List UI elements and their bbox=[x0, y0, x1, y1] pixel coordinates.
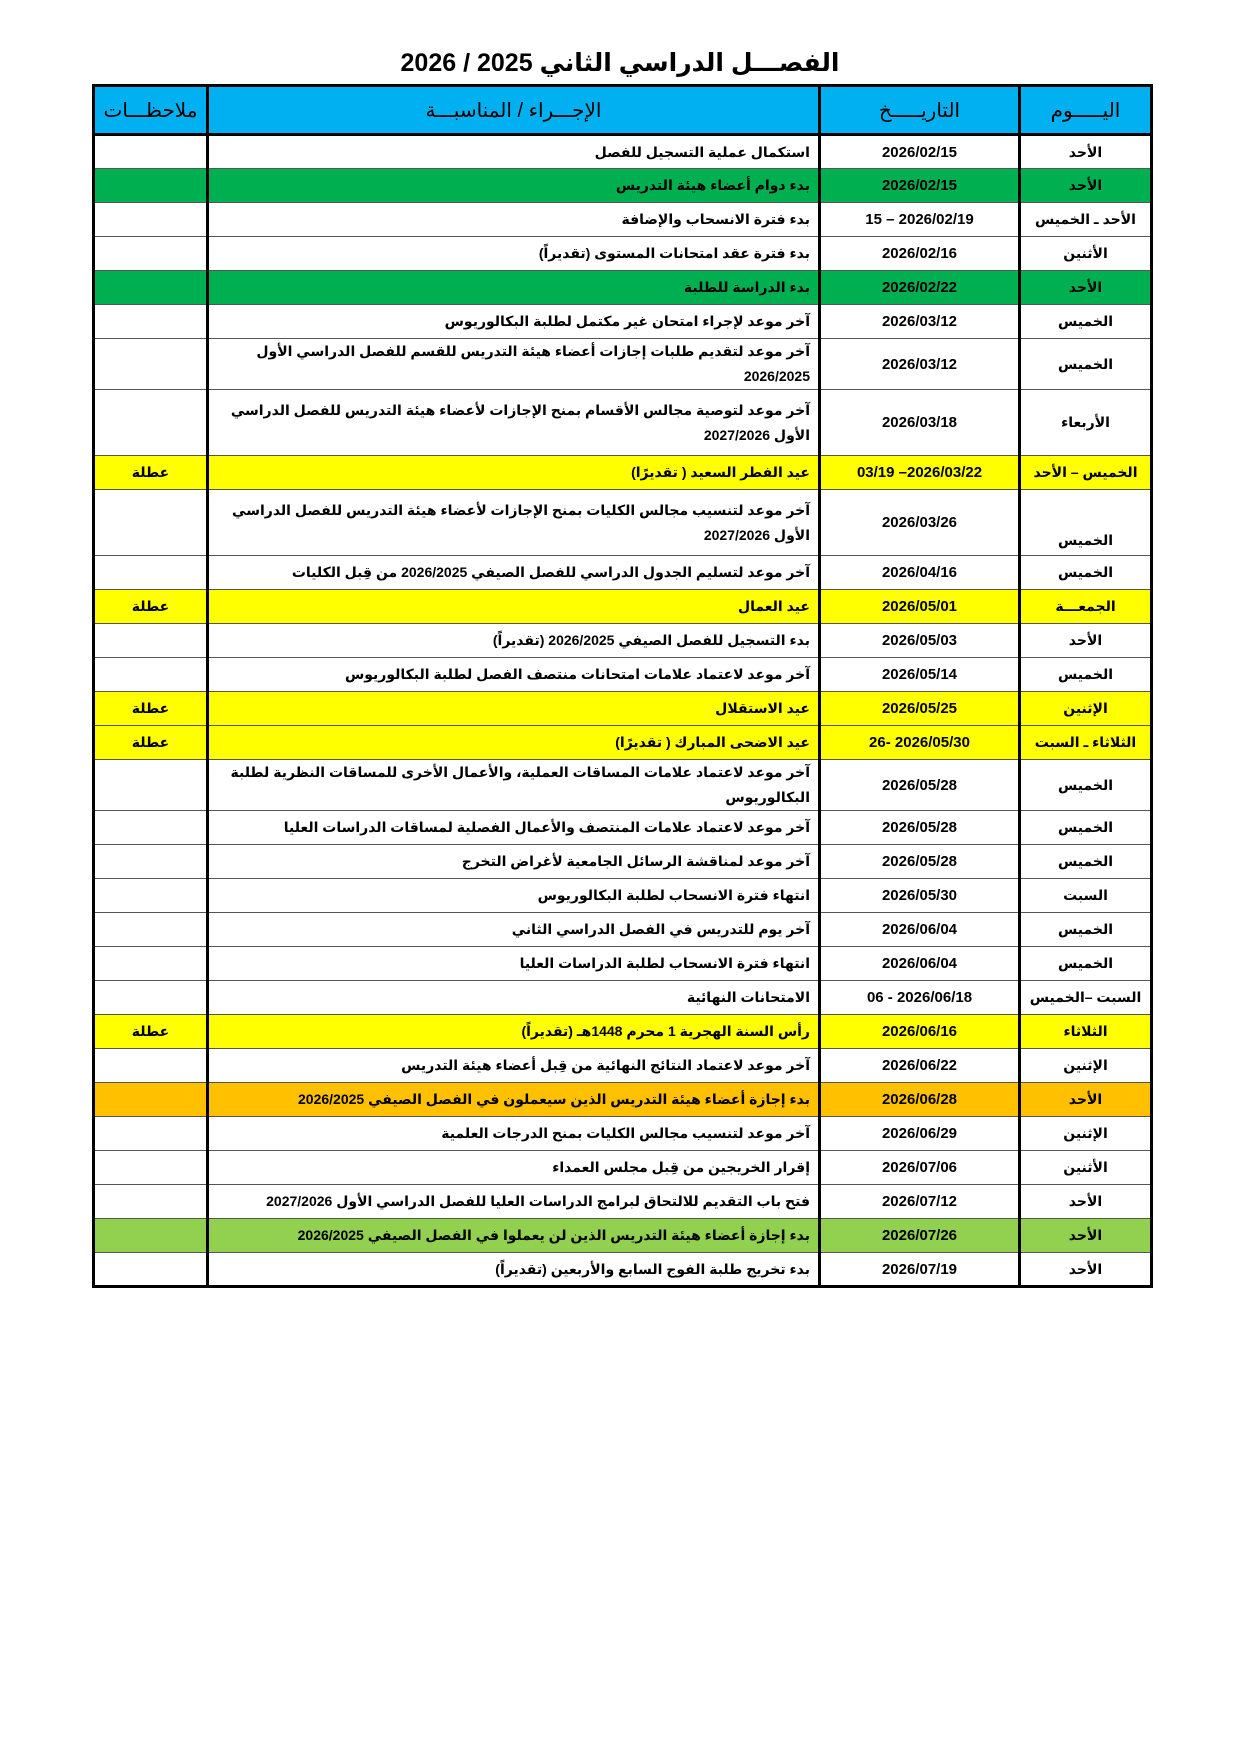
day-cell: الخميس bbox=[1020, 305, 1152, 339]
event-cell: آخر موعد لإجراء امتحان غير مكتمل لطلبة البكالوريوس bbox=[208, 305, 820, 339]
day-cell: الخميس bbox=[1020, 490, 1152, 556]
table-row bbox=[94, 811, 1152, 845]
date-cell: 2026/07/06 bbox=[820, 1151, 1020, 1185]
event-cell: رأس السنة الهجرية 1 محرم 1448هـ (تقديراً) bbox=[208, 1015, 820, 1049]
day-cell: الإثنين bbox=[1020, 692, 1152, 726]
date-cell: 2026/05/25 bbox=[820, 692, 1020, 726]
event-cell: انتهاء فترة الانسحاب لطلبة البكالوريوس bbox=[208, 879, 820, 913]
notes-cell bbox=[94, 203, 208, 237]
notes-cell bbox=[94, 1117, 208, 1151]
notes-cell: عطلة bbox=[94, 590, 208, 624]
day-cell: الأحد bbox=[1020, 169, 1152, 203]
day-cell: الأحد bbox=[1020, 1219, 1152, 1253]
event-cell: عيد الفطر السعيد ( تقديرًا) bbox=[208, 456, 820, 490]
notes-cell bbox=[94, 658, 208, 692]
event-cell: آخر موعد لتنسيب مجالس الكليات بمنح الإجازات لأعضاء هيئة التدريس للفصل الدراسي الأول 2027/2026 bbox=[208, 490, 820, 556]
header-day: اليـــــوم bbox=[1020, 86, 1152, 135]
table-row bbox=[94, 305, 1152, 339]
notes-cell bbox=[94, 981, 208, 1015]
event-cell: بدء إجازة أعضاء هيئة التدريس الذين سيعملون في الفصل الصيفي 2026/2025 bbox=[208, 1083, 820, 1117]
notes-cell bbox=[94, 490, 208, 556]
date-cell: 2026/07/12 bbox=[820, 1185, 1020, 1219]
event-cell: آخر موعد لاعتماد علامات المساقات العملية، والأعمال الأخرى للمساقات النظرية لطلبة البكالوريوس bbox=[208, 760, 820, 811]
day-cell: الأحد bbox=[1020, 1185, 1152, 1219]
notes-cell bbox=[94, 1253, 208, 1287]
notes-cell bbox=[94, 624, 208, 658]
notes-cell bbox=[94, 169, 208, 203]
date-cell: 2026/03/12 bbox=[820, 339, 1020, 390]
notes-cell bbox=[94, 1219, 208, 1253]
day-cell: الأحد bbox=[1020, 624, 1152, 658]
table-row bbox=[94, 981, 1152, 1015]
table-row bbox=[94, 760, 1152, 811]
day-cell: السبت –الخميس bbox=[1020, 981, 1152, 1015]
page-title: الفصـــل الدراسي الثاني 2025 / 2026 bbox=[400, 49, 840, 77]
table-row bbox=[94, 658, 1152, 692]
date-cell: 06 - 2026/06/18 bbox=[820, 981, 1020, 1015]
event-cell: بدء إجازة أعضاء هيئة التدريس الذين لن يعملوا في الفصل الصيفي 2026/2025 bbox=[208, 1219, 820, 1253]
event-cell: آخر موعد لتوصية مجالس الأقسام بمنح الإجازات لأعضاء هيئة التدريس للفصل الدراسي الأول 2027/2026 bbox=[208, 390, 820, 456]
academic-calendar-table bbox=[92, 84, 1153, 1288]
table-row bbox=[94, 692, 1152, 726]
notes-cell bbox=[94, 845, 208, 879]
event-cell: آخر موعد لتنسيب مجالس الكليات بمنح الدرجات العلمية bbox=[208, 1117, 820, 1151]
notes-cell bbox=[94, 305, 208, 339]
day-cell: الخميس bbox=[1020, 556, 1152, 590]
table-row bbox=[94, 1151, 1152, 1185]
event-cell: آخر موعد لمناقشة الرسائل الجامعية لأغراض التخرج bbox=[208, 845, 820, 879]
event-cell: آخر موعد لتسليم الجدول الدراسي للفصل الصيفي 2026/2025 من قِبل الكليات bbox=[208, 556, 820, 590]
day-cell: الأحد bbox=[1020, 271, 1152, 305]
event-cell: بدء الدراسة للطلبة bbox=[208, 271, 820, 305]
date-cell: 2026/06/04 bbox=[820, 913, 1020, 947]
date-cell: 2026/02/15 bbox=[820, 169, 1020, 203]
table-row bbox=[94, 237, 1152, 271]
notes-cell bbox=[94, 1151, 208, 1185]
day-cell: الأحد bbox=[1020, 1253, 1152, 1287]
day-cell: الخميس bbox=[1020, 811, 1152, 845]
event-cell: عيد العمال bbox=[208, 590, 820, 624]
event-cell: بدء فترة عقد امتحانات المستوى (تقديراً) bbox=[208, 237, 820, 271]
table-row bbox=[94, 490, 1152, 556]
date-cell: 2026/05/30 bbox=[820, 879, 1020, 913]
table-row bbox=[94, 726, 1152, 760]
event-cell: عيد الاستقلال bbox=[208, 692, 820, 726]
event-cell: آخر موعد لاعتماد النتائج النهائية من قِبل أعضاء هيئة التدريس bbox=[208, 1049, 820, 1083]
table-row bbox=[94, 556, 1152, 590]
day-cell: السبت bbox=[1020, 879, 1152, 913]
day-cell: الخميس – الأحد bbox=[1020, 456, 1152, 490]
date-cell: 2026/06/16 bbox=[820, 1015, 1020, 1049]
date-cell: 03/19 –2026/03/22 bbox=[820, 456, 1020, 490]
notes-cell bbox=[94, 390, 208, 456]
date-cell: 2026/05/28 bbox=[820, 845, 1020, 879]
day-cell: الجمعـــة bbox=[1020, 590, 1152, 624]
notes-cell bbox=[94, 1185, 208, 1219]
notes-cell bbox=[94, 1083, 208, 1117]
date-cell: 2026/02/22 bbox=[820, 271, 1020, 305]
date-cell: 2026/05/28 bbox=[820, 760, 1020, 811]
notes-cell: عطلة bbox=[94, 692, 208, 726]
table-row bbox=[94, 624, 1152, 658]
table-row bbox=[94, 1049, 1152, 1083]
table-header-row bbox=[94, 86, 1152, 135]
date-cell: 2026/07/19 bbox=[820, 1253, 1020, 1287]
event-cell: فتح باب التقديم للالتحاق لبرامج الدراسات العليا للفصل الدراسي الأول 2027/2026 bbox=[208, 1185, 820, 1219]
day-cell: الثلاثاء ـ السبت bbox=[1020, 726, 1152, 760]
notes-cell bbox=[94, 913, 208, 947]
notes-cell: عطلة bbox=[94, 1015, 208, 1049]
date-cell: 2026/05/14 bbox=[820, 658, 1020, 692]
day-cell: الأحد ـ الخميس bbox=[1020, 203, 1152, 237]
day-cell: الأحد bbox=[1020, 135, 1152, 169]
date-cell: 2026/04/16 bbox=[820, 556, 1020, 590]
header-notes: ملاحظـــات bbox=[94, 86, 208, 135]
day-cell: الأثنين bbox=[1020, 237, 1152, 271]
event-cell: آخر موعد لتقديم طلبات إجازات أعضاء هيئة التدريس للقسم للفصل الدراسي الأول 2026/2025 bbox=[208, 339, 820, 390]
table-row bbox=[94, 845, 1152, 879]
table-row bbox=[94, 339, 1152, 390]
date-cell: 2026/02/15 bbox=[820, 135, 1020, 169]
day-cell: الخميس bbox=[1020, 913, 1152, 947]
notes-cell bbox=[94, 1049, 208, 1083]
event-cell: عيد الاضحى المبارك ( تقديرًا) bbox=[208, 726, 820, 760]
event-cell: بدء دوام أعضاء هيئة التدريس bbox=[208, 169, 820, 203]
notes-cell bbox=[94, 339, 208, 390]
table-row bbox=[94, 1083, 1152, 1117]
table-row bbox=[94, 590, 1152, 624]
date-cell: 2026/06/29 bbox=[820, 1117, 1020, 1151]
notes-cell bbox=[94, 135, 208, 169]
notes-cell bbox=[94, 879, 208, 913]
date-cell: 2026/07/26 bbox=[820, 1219, 1020, 1253]
table-row bbox=[94, 169, 1152, 203]
table-row bbox=[94, 1185, 1152, 1219]
event-cell: بدء التسجيل للفصل الصيفي 2026/2025 (تقديراً) bbox=[208, 624, 820, 658]
table-row bbox=[94, 271, 1152, 305]
notes-cell bbox=[94, 811, 208, 845]
table-row bbox=[94, 456, 1152, 490]
day-cell: الخميس bbox=[1020, 339, 1152, 390]
notes-cell bbox=[94, 556, 208, 590]
event-cell: إقرار الخريجين من قِبل مجلس العمداء bbox=[208, 1151, 820, 1185]
date-cell: 2026/03/26 bbox=[820, 490, 1020, 556]
day-cell: الأحد bbox=[1020, 1083, 1152, 1117]
date-cell: 2026/02/16 bbox=[820, 237, 1020, 271]
event-cell: استكمال عملية التسجيل للفصل bbox=[208, 135, 820, 169]
event-cell: انتهاء فترة الانسحاب لطلبة الدراسات العليا bbox=[208, 947, 820, 981]
date-cell: 2026/05/03 bbox=[820, 624, 1020, 658]
event-cell: آخر موعد لاعتماد علامات امتحانات منتصف الفصل لطلبة البكالوريوس bbox=[208, 658, 820, 692]
event-cell: آخر يوم للتدريس في الفصل الدراسي الثاني bbox=[208, 913, 820, 947]
table-row bbox=[94, 1015, 1152, 1049]
notes-cell: عطلة bbox=[94, 456, 208, 490]
event-cell: بدء تخريج طلبة الفوج السابع والأربعين (تقديراً) bbox=[208, 1253, 820, 1287]
event-cell: آخر موعد لاعتماد علامات المنتصف والأعمال الفصلية لمساقات الدراسات العليا bbox=[208, 811, 820, 845]
date-cell: 15 – 2026/02/19 bbox=[820, 203, 1020, 237]
table-row bbox=[94, 390, 1152, 456]
table-row bbox=[94, 1117, 1152, 1151]
date-cell: 2026/05/28 bbox=[820, 811, 1020, 845]
date-cell: 26- 2026/05/30 bbox=[820, 726, 1020, 760]
day-cell: الخميس bbox=[1020, 658, 1152, 692]
day-cell: الثلاثاء bbox=[1020, 1015, 1152, 1049]
day-cell: الأربعاء bbox=[1020, 390, 1152, 456]
event-cell: الامتحانات النهائية bbox=[208, 981, 820, 1015]
table-row bbox=[94, 135, 1152, 169]
date-cell: 2026/06/04 bbox=[820, 947, 1020, 981]
date-cell: 2026/06/22 bbox=[820, 1049, 1020, 1083]
event-cell: بدء فترة الانسحاب والإضافة bbox=[208, 203, 820, 237]
date-cell: 2026/03/18 bbox=[820, 390, 1020, 456]
table-row bbox=[94, 947, 1152, 981]
table-row bbox=[94, 1253, 1152, 1287]
table-row bbox=[94, 1219, 1152, 1253]
table-row bbox=[94, 203, 1152, 237]
table-row bbox=[94, 913, 1152, 947]
notes-cell bbox=[94, 760, 208, 811]
day-cell: الخميس bbox=[1020, 947, 1152, 981]
notes-cell bbox=[94, 271, 208, 305]
table-body bbox=[94, 135, 1152, 1287]
header-event: الإجـــراء / المناسبـــة bbox=[208, 86, 820, 135]
notes-cell bbox=[94, 237, 208, 271]
header-date: التاريـــــخ bbox=[820, 86, 1020, 135]
date-cell: 2026/03/12 bbox=[820, 305, 1020, 339]
day-cell: الخميس bbox=[1020, 845, 1152, 879]
day-cell: الأثنين bbox=[1020, 1151, 1152, 1185]
notes-cell bbox=[94, 947, 208, 981]
notes-cell: عطلة bbox=[94, 726, 208, 760]
date-cell: 2026/06/28 bbox=[820, 1083, 1020, 1117]
day-cell: الإثنين bbox=[1020, 1049, 1152, 1083]
day-cell: الخميس bbox=[1020, 760, 1152, 811]
table-row bbox=[94, 879, 1152, 913]
date-cell: 2026/05/01 bbox=[820, 590, 1020, 624]
day-cell: الإثنين bbox=[1020, 1117, 1152, 1151]
